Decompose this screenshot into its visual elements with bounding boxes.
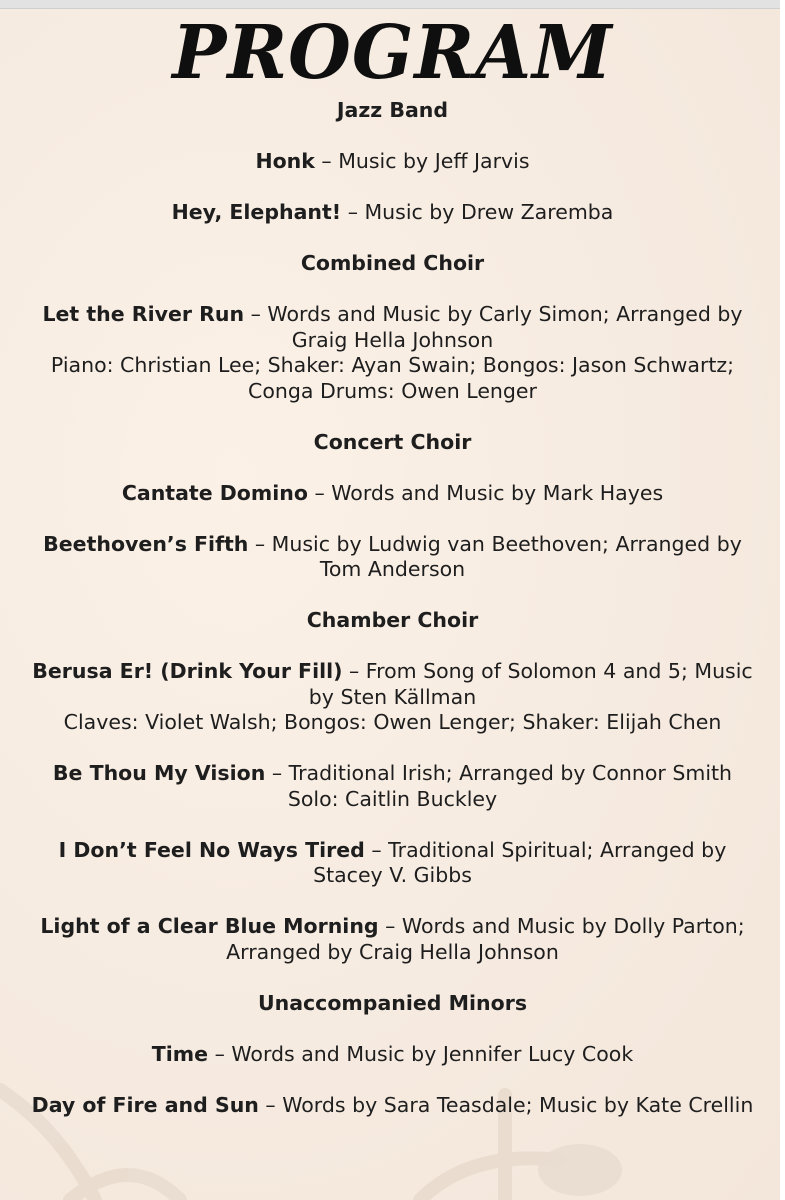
section-heading: Chamber Choir <box>306 608 479 632</box>
piece-credit: – Traditional Spiritual; Arranged by Stacey V. Gibbs <box>313 837 727 887</box>
piece-title: Berusa Er! (Drink Your Fill) <box>32 659 343 683</box>
section-jazz-band <box>22 98 763 226</box>
piece-title: Light of a Clear Blue Morning <box>40 914 379 938</box>
piece-credit: – Words by Sara Teasdale; Music by Kate Crellin <box>258 1092 754 1117</box>
piece-performers: Claves: Violet Walsh; Bongos: Owen Lenger; Shaker: Elijah Chen <box>63 710 722 734</box>
piece-credit: – Music by Ludwig van Beethoven; Arranged by Tom Anderson <box>248 531 742 581</box>
piece-credit: – Music by Jeff Jarvis <box>314 149 530 173</box>
section-combined-choir <box>22 251 763 404</box>
piece-credit: – Traditional Irish; Arranged by Connor Smith <box>265 761 733 785</box>
piece-title: Be Thou My Vision <box>52 761 266 785</box>
piece-title: Let the River Run <box>42 302 245 326</box>
piece-credit: – Words and Music by Carly Simon; Arranged by Graig Hella Johnson <box>244 302 743 352</box>
section-heading: Unaccompanied Minors <box>257 990 528 1015</box>
piece-title: Beethoven’s Fifth <box>43 531 249 556</box>
program-piece <box>22 302 763 404</box>
section-heading: Combined Choir <box>300 251 485 275</box>
program-piece <box>22 761 763 812</box>
program-piece <box>22 659 763 736</box>
program-piece <box>22 838 763 889</box>
piece-credit: – From Song of Solomon 4 and 5; Music by Sten Källman <box>308 659 753 709</box>
piece-credit: – Words and Music by Dolly Parton; Arranged by Craig Hella Johnson <box>226 914 745 964</box>
program-piece <box>22 149 763 175</box>
program-piece <box>22 532 763 583</box>
program-piece <box>22 914 763 965</box>
piece-performers: Solo: Caitlin Buckley <box>287 786 498 811</box>
piece-title: Cantate Domino <box>121 480 308 505</box>
section-heading: Jazz Band <box>336 98 449 122</box>
section-heading: Concert Choir <box>313 429 472 454</box>
program-piece <box>22 1042 763 1068</box>
section-unaccompanied-minors <box>22 991 763 1119</box>
section-chamber-choir <box>22 608 763 965</box>
program-piece <box>22 200 763 226</box>
program-list <box>22 98 763 1144</box>
program-piece <box>22 1093 763 1119</box>
piece-title: I Don’t Feel No Ways Tired <box>58 837 365 862</box>
piece-title: Hey, Elephant! <box>171 200 342 224</box>
program-piece <box>22 481 763 507</box>
piece-credit: – Music by Drew Zaremba <box>341 200 614 224</box>
right-edge <box>780 0 785 1200</box>
piece-credit: – Words and Music by Jennifer Lucy Cook <box>208 1041 634 1066</box>
piece-title: Honk <box>255 149 315 173</box>
piece-title: Day of Fire and Sun <box>31 1092 259 1117</box>
piece-performers: Piano: Christian Lee; Shaker: Ayan Swain; Bongos: Jason Schwartz; Conga Drums: Owen Lenger <box>50 353 735 403</box>
piece-credit: – Words and Music by Mark Hayes <box>307 480 664 505</box>
piece-title: Time <box>151 1041 209 1066</box>
section-concert-choir <box>22 430 763 583</box>
page-title: PROGRAM <box>172 7 613 96</box>
